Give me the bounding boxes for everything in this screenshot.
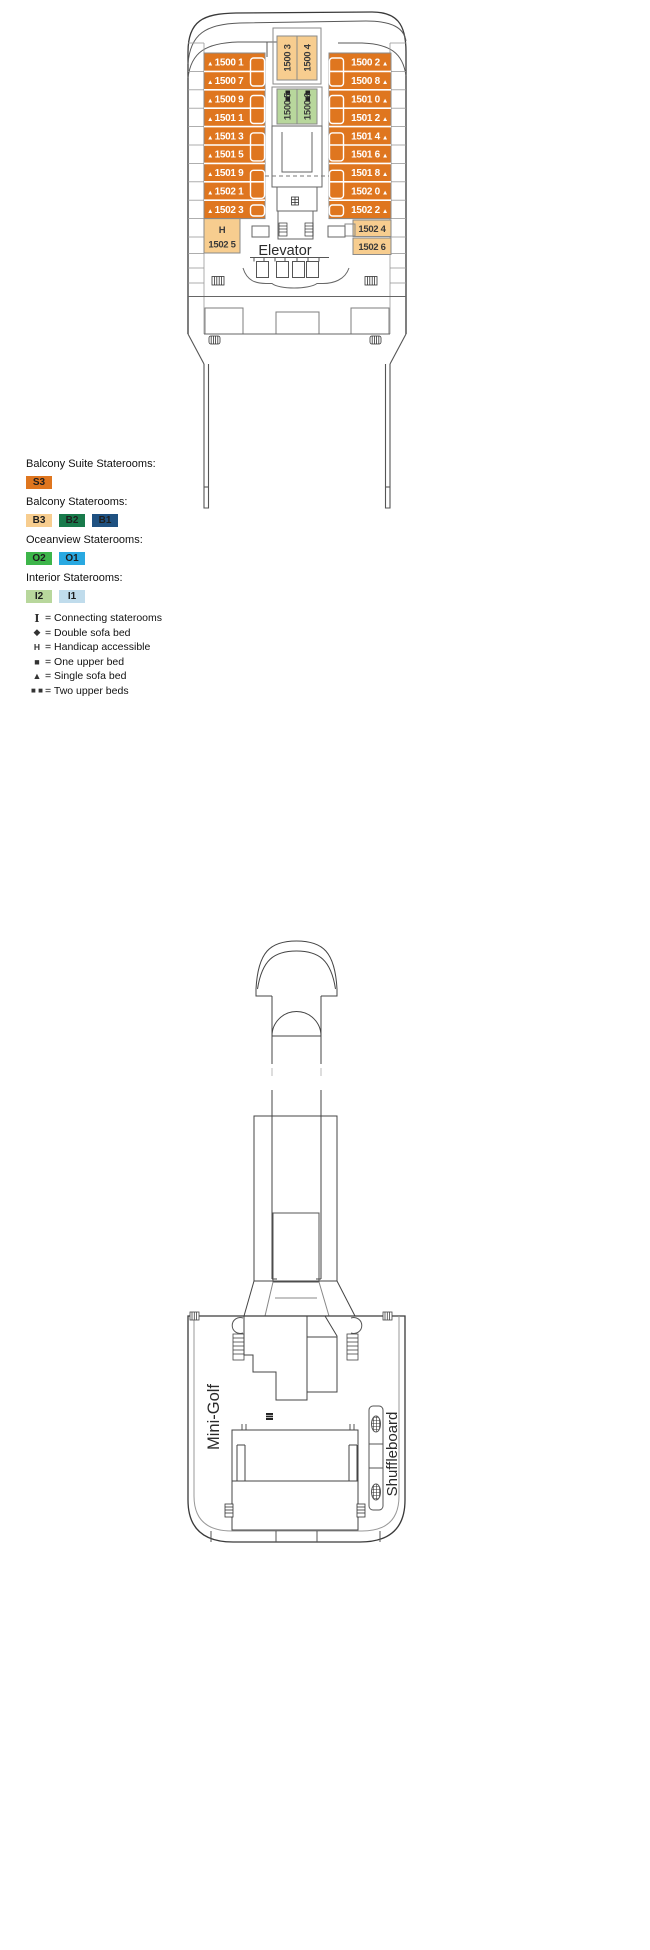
category-swatch-b1: B1	[92, 514, 118, 527]
observation-dome	[256, 941, 337, 996]
legend-symbol-text: = One upper bed	[45, 655, 125, 668]
stateroom-legend	[26, 457, 156, 609]
stateroom-number: 1502 0	[351, 186, 380, 198]
deck-plan-aft	[0, 930, 650, 1550]
legend-symbol-text: = Two upper beds	[45, 684, 129, 697]
elevator-bank[interactable]	[250, 258, 329, 278]
legend-symbol-text: = Connecting staterooms	[45, 612, 163, 625]
center-i2-rooms[interactable]	[272, 87, 322, 126]
category-swatch-i2: I2	[26, 590, 52, 603]
legend-symbol-row	[30, 611, 162, 626]
single-sofa-icon: ▲	[381, 79, 388, 87]
stateroom-number: 1501 4	[351, 131, 380, 143]
right-b3-rooms[interactable]	[345, 220, 391, 255]
svg-text:1500 3	[283, 44, 294, 71]
legend-symbol-text: = Double sofa bed	[45, 626, 131, 639]
single-sofa-icon: ▲	[207, 171, 214, 179]
stateroom-number: 1502 4	[358, 224, 386, 235]
stateroom-number: 1501 2	[351, 112, 380, 124]
central-casing	[232, 1316, 362, 1400]
stateroom-number: 1501 6	[351, 149, 380, 161]
symbols-legend	[30, 611, 162, 698]
two-upper-beds-icon: ■ ■	[31, 686, 43, 696]
stateroom-number: 1500 7	[214, 76, 244, 88]
room-numbers-right	[351, 58, 388, 216]
stateroom-number: 1500 4	[302, 44, 314, 72]
legend-symbol-text: = Single sofa bed	[45, 670, 127, 683]
single-sofa-icon: ▲	[381, 189, 388, 197]
swatch-row	[26, 586, 156, 602]
stairs-icon	[233, 1334, 358, 1360]
legend-category-title: Oceanview Staterooms:	[26, 534, 143, 546]
stateroom-number: 1502 6	[358, 242, 386, 253]
category-swatch-b2: B2	[59, 514, 85, 527]
single-sofa-icon: ▲	[207, 207, 214, 215]
stateroom-number: 1502 3	[214, 204, 244, 216]
svg-text:H	[219, 225, 226, 236]
legend-category-title: Balcony Suite Staterooms:	[26, 458, 156, 470]
stateroom-number: 1501 8	[351, 168, 380, 180]
handicap-icon: H	[218, 225, 226, 236]
elevator-label: Elevator	[258, 243, 312, 259]
shuffleboard-courts	[369, 1406, 383, 1510]
legend-category-title: Balcony Staterooms:	[26, 496, 128, 508]
stairs-icon	[209, 336, 381, 344]
minigolf-area	[205, 1384, 223, 1450]
stairs-icon	[292, 197, 299, 205]
stateroom-number: 1500 9	[214, 94, 244, 106]
stateroom-number: 1500 1	[214, 57, 244, 69]
single-sofa-icon: ▲	[381, 207, 388, 215]
legend-category	[26, 533, 156, 564]
svg-text:1500 5	[283, 92, 294, 120]
stateroom-number: 1501 1	[214, 112, 244, 124]
legend-category-title: Interior Staterooms:	[26, 572, 123, 584]
single-sofa-icon: ▲	[381, 115, 388, 123]
swatch-row	[26, 510, 156, 526]
single-sofa-icon: ▲	[381, 134, 388, 142]
double-sofa-bed-icon: ◆	[33, 627, 41, 638]
legend-category	[26, 457, 156, 488]
single-sofa-icon: ▲	[381, 152, 388, 160]
legend-category	[26, 495, 156, 526]
stateroom-number: 1502 1	[214, 186, 244, 198]
connecting-staterooms-icon: I	[34, 611, 40, 625]
stateroom-number: 1500 6	[302, 92, 314, 121]
single-sofa-icon: ▲	[207, 152, 214, 160]
stateroom-number: 1500 8	[351, 76, 380, 88]
shuffleboard-label: Shuffleboard	[384, 1411, 401, 1497]
category-swatch-s3: S3	[26, 476, 52, 489]
svg-text:1502 5	[208, 240, 236, 251]
stateroom-number: 1502 5	[208, 239, 236, 251]
one-upper-bed-icon: ■	[34, 656, 40, 667]
single-sofa-icon: ▲	[207, 134, 214, 142]
legend-symbol-row	[30, 684, 162, 699]
svg-text:1500 4	[303, 43, 314, 71]
single-sofa-icon: ▲	[207, 60, 214, 68]
category-swatch-o2: O2	[26, 552, 52, 565]
single-sofa-bed-icon: ▲	[32, 671, 42, 682]
aft-structures	[188, 297, 406, 335]
svg-text:1500 6	[303, 93, 314, 120]
single-sofa-icon: ▲	[381, 97, 388, 105]
swatch-row	[26, 548, 156, 564]
room-numbers-left	[207, 58, 244, 216]
deck-plan-forward	[0, 0, 650, 520]
stateroom-number: 1501 9	[214, 168, 244, 180]
single-sofa-icon: ▲	[207, 189, 214, 197]
category-swatch-i1: I1	[59, 590, 85, 603]
legend-symbol-text: = Handicap accessible	[45, 641, 151, 654]
center-b3-rooms[interactable]	[273, 28, 321, 84]
stateroom-number: 1500 5	[282, 92, 294, 121]
handicap-room[interactable]	[204, 219, 240, 253]
funnel-tower	[244, 996, 355, 1316]
legend-symbol-row	[30, 640, 162, 655]
stateroom-number: 1501 0	[351, 94, 380, 106]
legend-category	[26, 571, 156, 602]
category-swatch-o1: O1	[59, 552, 85, 565]
legend-symbol-row	[30, 655, 162, 670]
svg-text:1502 6	[358, 242, 385, 253]
deckhouse-structures	[232, 1424, 358, 1530]
shuffleboard-area	[384, 1412, 401, 1497]
deck-hatch-icon	[266, 1413, 273, 1420]
deck-band-ticks	[211, 1531, 380, 1542]
elevator-area	[258, 243, 311, 259]
aft-deck-inner-outline	[194, 1316, 399, 1531]
hull-taper-and-legs	[188, 334, 406, 508]
stateroom-number: 1500 2	[351, 57, 380, 69]
stairs-icon	[279, 223, 313, 236]
single-sofa-icon: ▲	[381, 60, 388, 68]
stateroom-number: 1500 3	[282, 44, 294, 72]
svg-text:1502 4	[358, 224, 386, 235]
stateroom-number: 1501 5	[214, 149, 244, 161]
single-sofa-icon: ▲	[381, 171, 388, 179]
single-sofa-icon: ▲	[207, 115, 214, 123]
handicap-accessible-icon: H	[33, 642, 41, 653]
minigolf-label: Mini-Golf	[205, 1383, 223, 1451]
stairs-icon	[225, 1504, 365, 1517]
single-sofa-icon: ▲	[207, 97, 214, 105]
swatch-row	[26, 472, 156, 488]
category-swatch-b3: B3	[26, 514, 52, 527]
stateroom-number: 1502 2	[351, 204, 380, 216]
stateroom-number: 1501 3	[214, 131, 244, 143]
legend-symbol-row	[30, 626, 162, 641]
legend-symbol-row	[30, 669, 162, 684]
single-sofa-icon: ▲	[207, 79, 214, 87]
